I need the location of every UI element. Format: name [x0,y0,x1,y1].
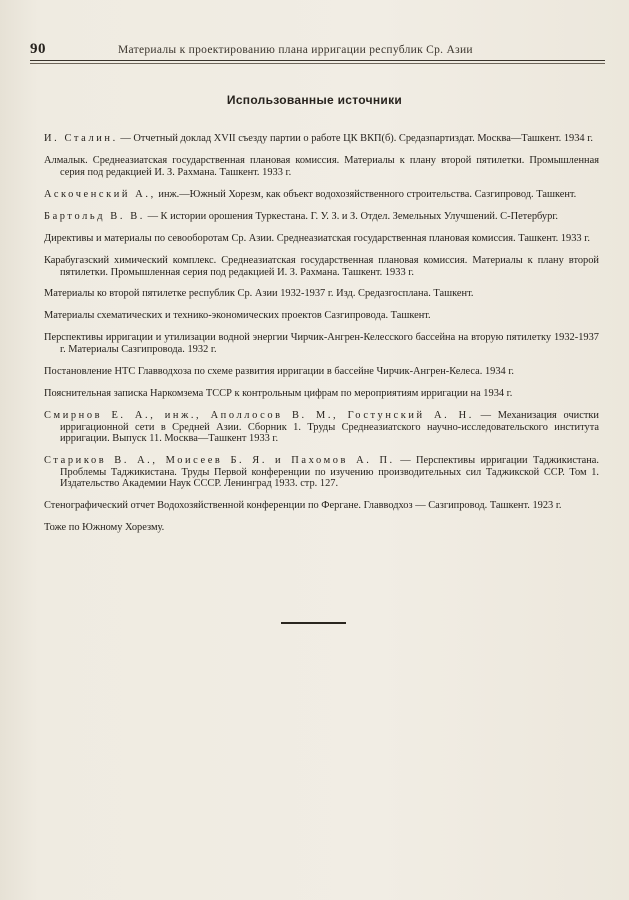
reference-text: Тоже по Южному Хорезму. [44,522,165,534]
reference-author: Стариков В. А., Моисеев Б. Я. и Пахомов А. П. [44,455,395,467]
reference-text: — К истории орошения Туркестана. Г. У. З. и З. Отдел. Земельных Улучшений. С-Петербург. [144,210,559,222]
page-header [30,41,610,58]
reference-item [44,189,599,201]
reference-author: Бартольд В. В. [44,210,145,222]
running-title: Материалы к проектированию плана ирригации республик Ср. Азии [118,44,473,56]
reference-item [44,233,599,245]
reference-item [44,366,599,378]
reference-item [44,155,599,178]
reference-text: — Отчетный доклад XVII съезду партии о работе ЦК ВКП(б). Средазпартиздат. Москва—Ташкент. 1934 г. [117,133,593,145]
header-rule [30,60,605,61]
reference-item [44,255,599,278]
reference-item [44,288,599,300]
reference-text: Карабугазский химический комплекс. Среднеазиатская государственная плановая комиссия. Материалы к плану второй пятилетки. Промышленная серия под редакцией И. З. Рахмана. Ташкент. 1933 г. [44,254,599,278]
reference-item [44,211,599,223]
reference-author: И. Сталин. [44,133,118,145]
end-rule [281,622,346,624]
reference-list [44,123,599,539]
reference-text: Материалы ко второй пятилетке республик Ср. Азии 1932-1937 г. Изд. Средазгосплана. Ташкент. [44,288,474,300]
reference-item [44,410,599,445]
reference-text: Алмалык. Среднеазиатская государственная плановая комиссия. Материалы к плану второй пятилетки. Промышленная серия под редакцией И. З. Рахмана. Ташкент. 1933 г. [44,155,599,178]
reference-author: Аскоченский А., [44,188,156,200]
page-number: 90 [30,41,46,57]
reference-text: — Механизация очистки ирригационной сети в Средней Азии. Сборник 1. Труды Среднеазиатского научно-исследовательского института ирригации. Выпуск 11. Москва—Ташкент 1933 г. [60,410,599,445]
reference-item [44,455,599,490]
reference-item [44,388,599,400]
reference-text: — Перспективы ирригации Таджикистана. Проблемы Таджикистана. Труды Первой конференции по изучению производительных сил Таджикской ССР. Том 1. Издательство Академии Наук СССР. Ленинград 1933. стр. 127. [60,455,600,490]
reference-item [44,310,599,322]
reference-item [44,522,599,534]
reference-item [44,332,599,355]
reference-text: инж.—Южный Хорезм, как объект водохозяйственного строительства. Сазгипровод. Ташкент. [155,188,577,200]
section-title: Использованные источники [226,93,403,107]
reference-text: Перспективы ирригации и утилизации водной энергии Чирчик-Ангрен-Келесского бассейна на вторую пятилетку 1932-1937 г. Материалы Сазгипровода. 1932 г. [44,332,599,356]
reference-text: Директивы и материалы по севооборотам Ср. Азии. Среднеазиатская государственная плановая комиссия. Ташкент. 1933 г. [44,232,590,244]
reference-author: Смирнов Е. А., инж., Аполлосов В. М., Гостунский А. Н. [44,410,474,421]
reference-text: Пояснительная записка Наркомзема ТССР к контрольным цифрам по мероприятиям ирригации на 1934 г. [44,388,513,400]
reference-text: Постановление НТС Главводхоза по схеме развития ирригации в бассейне Чирчик-Ангрен-Келеса. 1934 г. [44,366,515,378]
header-rule-thin [30,63,605,64]
reference-text: Материалы схематических и технико-экономических проектов Сазгипровода. Ташкент. [44,310,431,322]
reference-text: Стенографический отчет Водохозяйственной конференции по Фергане. Главводхоз — Сазгипровод. Ташкент. 1923 г. [44,500,562,512]
reference-item [44,133,599,145]
reference-item [44,500,599,512]
